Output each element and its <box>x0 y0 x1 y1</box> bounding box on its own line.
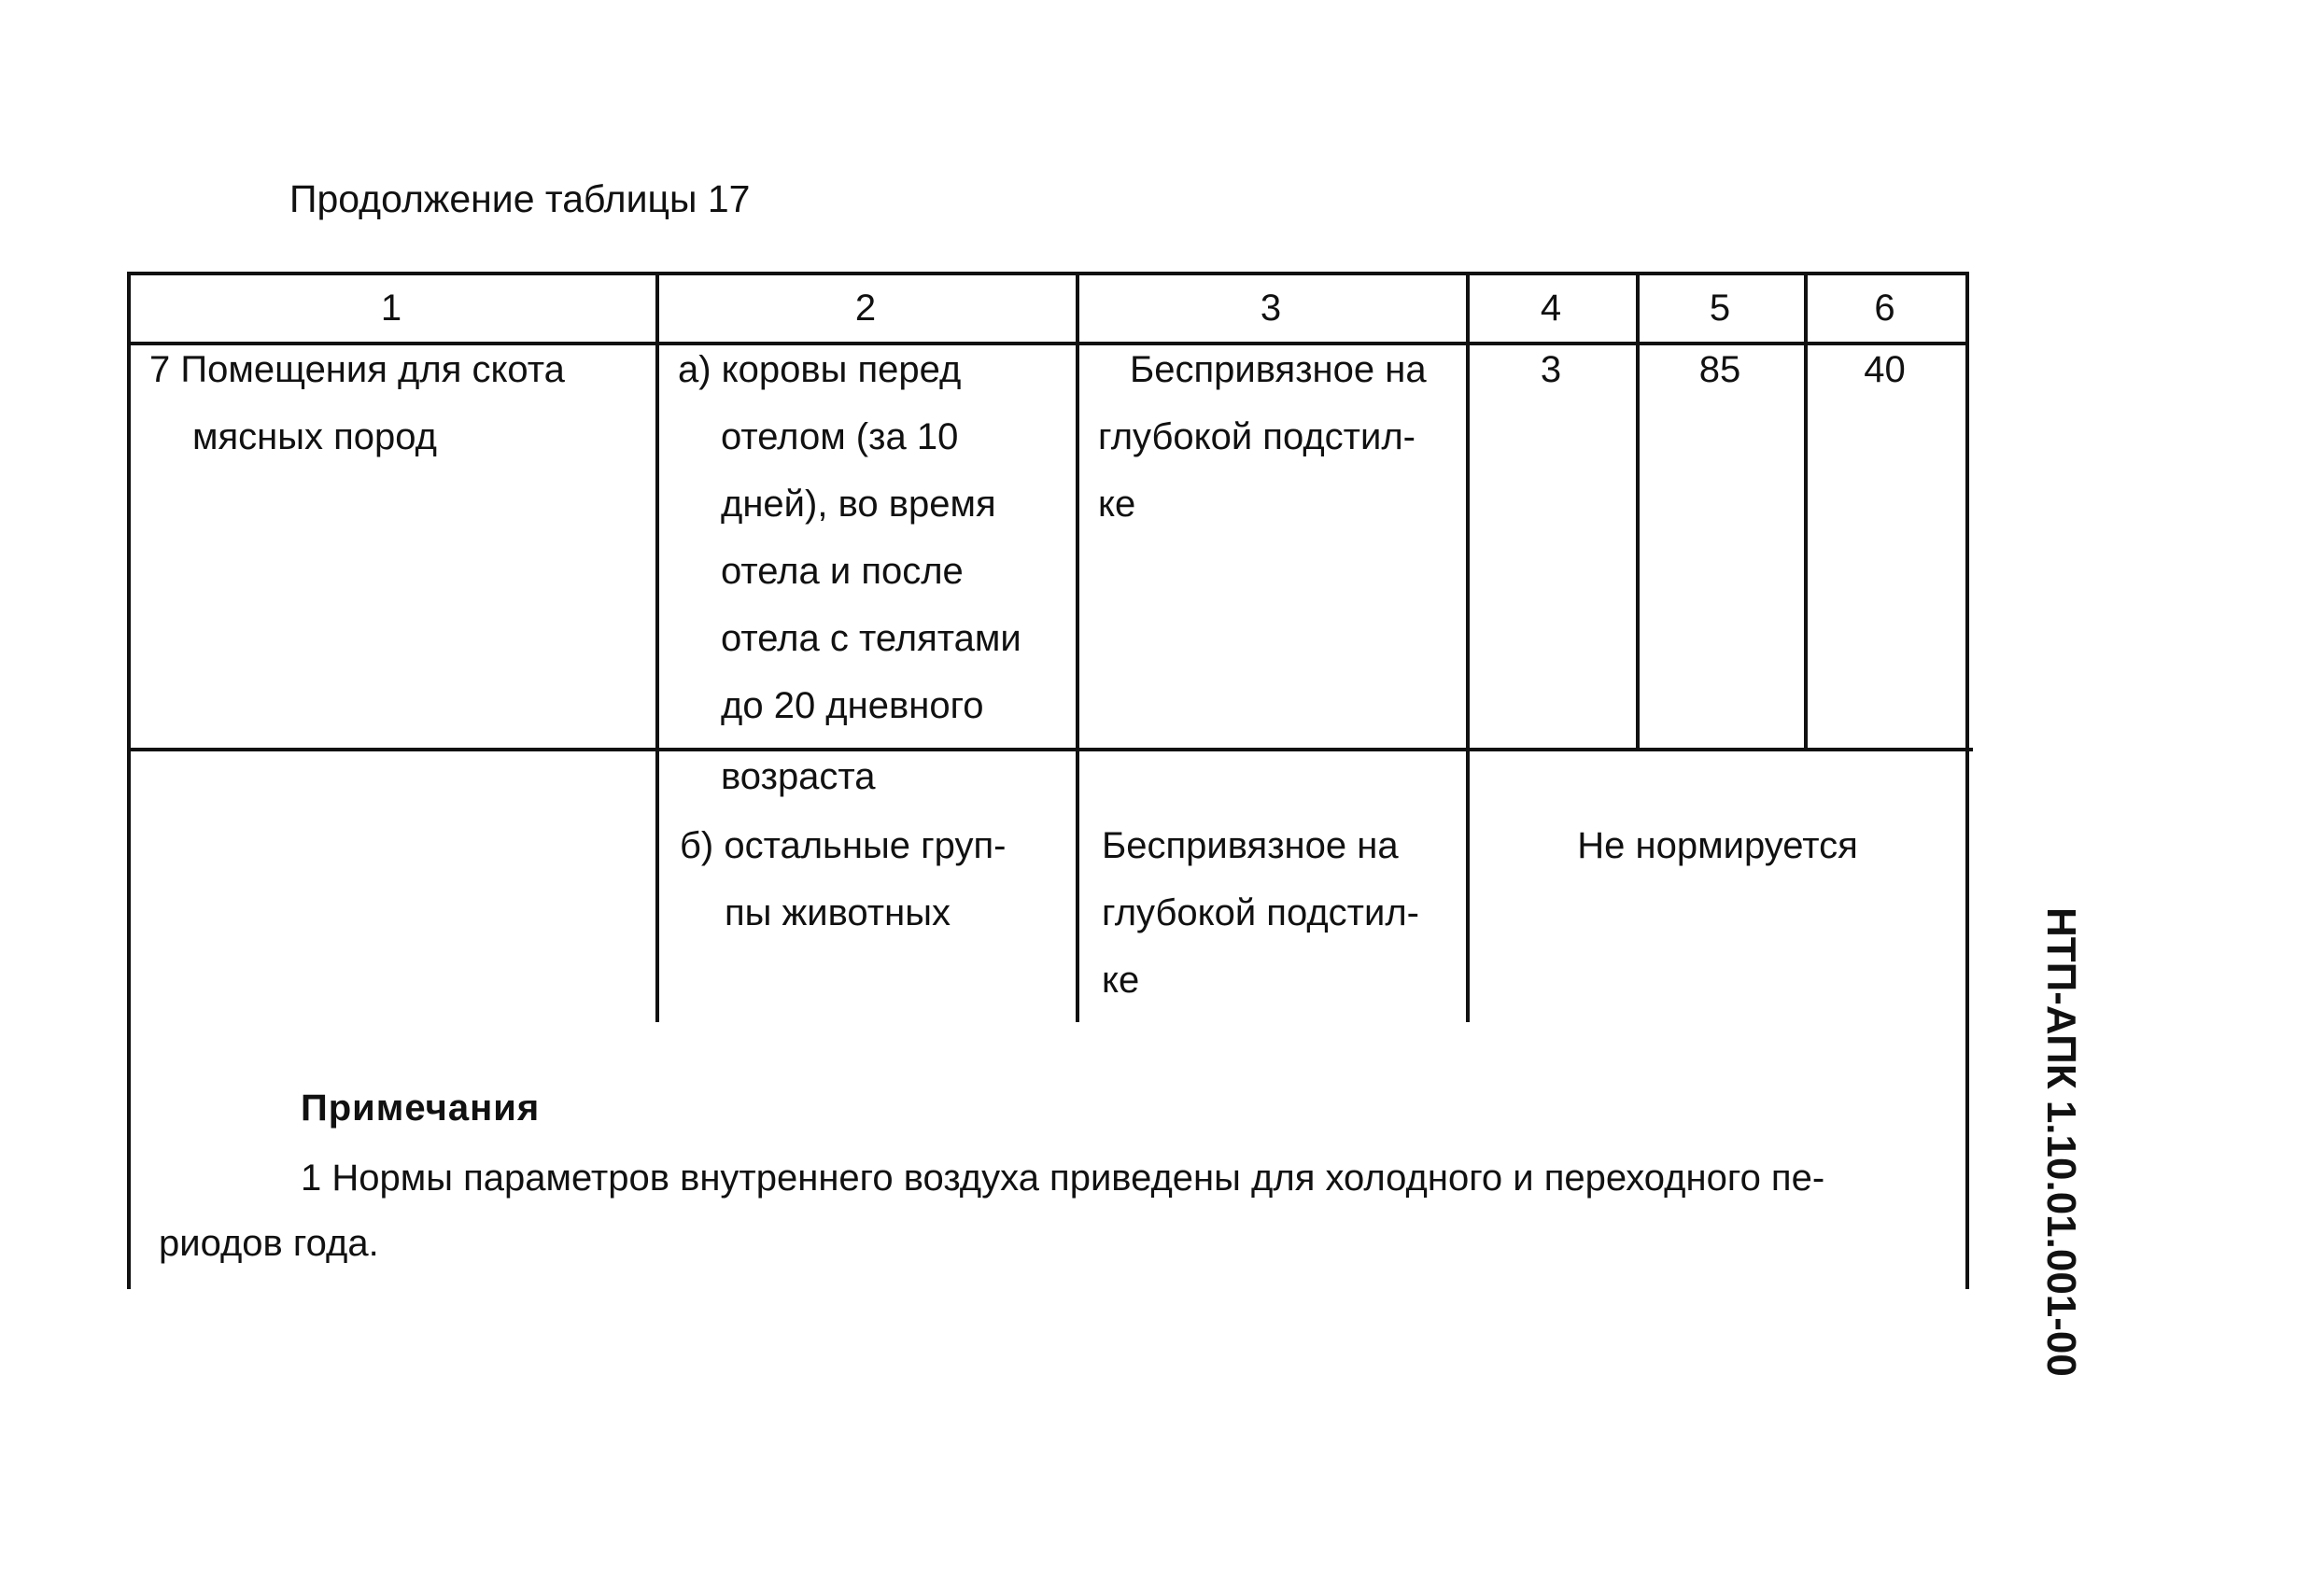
row7-col1-line1: 7 Помещения для скота <box>149 349 565 390</box>
row7b-col2-line2: пы животных <box>725 892 951 933</box>
row7a-col2-line2: отелом (за 10 <box>721 416 959 457</box>
col-divider-2-3 <box>1076 272 1079 1022</box>
row7b-col3-line3: ке <box>1102 960 1140 1001</box>
header-col-6: 6 <box>1874 288 1895 329</box>
header-col-2: 2 <box>854 288 877 329</box>
col-divider-1-2 <box>655 272 659 1022</box>
row7b-col3-line1: Беспривязное на <box>1102 825 1399 866</box>
notes-title: Примечания <box>301 1087 541 1129</box>
row7b-not-normalized: Не нормируется <box>1577 825 1858 866</box>
row7a-col2-line7: возраста <box>721 756 876 797</box>
row7-col1-line2: мясных пород <box>192 416 437 457</box>
page-heading: Продолжение таблицы 17 <box>289 177 751 220</box>
table-right-border <box>1965 272 1969 1289</box>
note-1-line2: риодов года. <box>159 1223 379 1264</box>
header-col-1: 1 <box>380 288 402 329</box>
row-a-bottom-border <box>131 748 1973 751</box>
row7a-col5: 85 <box>1698 349 1741 390</box>
header-col-5: 5 <box>1709 288 1731 329</box>
row7a-col2-line4: отела и после <box>721 551 964 592</box>
row7a-col2-line3: дней), во время <box>721 484 996 525</box>
header-col-3: 3 <box>1260 288 1282 329</box>
row7a-col3-line3: ке <box>1098 484 1136 525</box>
row7a-col2-line5: отела с телятами <box>721 618 1021 659</box>
note-1-line1: 1 Нормы параметров внутреннего воздуха приведены для холодного и переходного пе- <box>301 1157 1825 1199</box>
row7a-col4: 3 <box>1540 349 1562 390</box>
row7a-col3-line2: глубокой подстил- <box>1098 416 1416 457</box>
table <box>127 272 1969 1289</box>
row7a-col2-line6: до 20 дневного <box>721 685 984 726</box>
row7a-col2-line1: а) коровы перед <box>678 349 962 390</box>
row7a-col6: 40 <box>1864 349 1906 390</box>
row7b-col3-line2: глубокой подстил- <box>1102 892 1419 933</box>
table-left-border <box>127 272 131 1289</box>
row7b-col2-line1: б) остальные груп- <box>680 825 1007 866</box>
header-col-4: 4 <box>1540 288 1562 329</box>
row7a-col3-line1: Беспривязное на <box>1130 349 1427 390</box>
document-code: НТП-АПК 1.10.01.001-00 <box>2038 907 2084 1377</box>
